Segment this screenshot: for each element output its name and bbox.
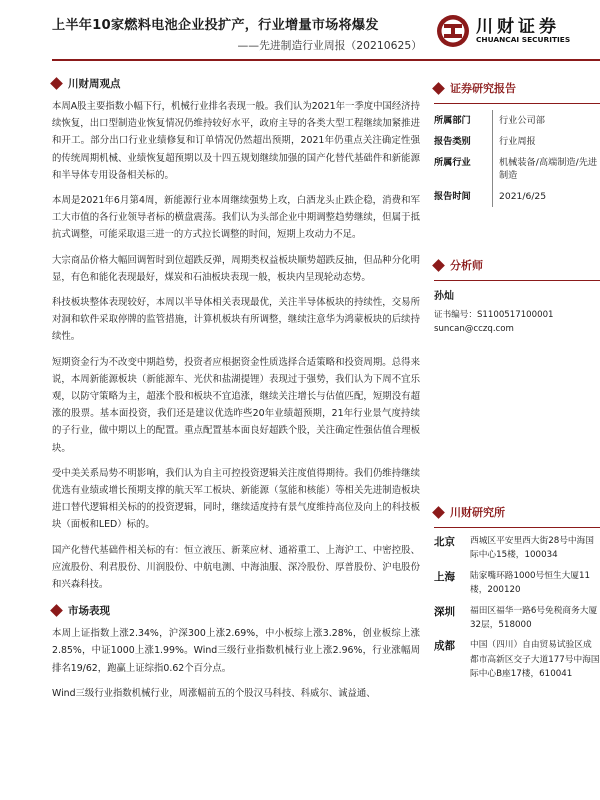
diamond-bullet-icon <box>432 506 445 519</box>
office-city: 北京 <box>434 536 455 548</box>
company-logo <box>436 12 596 52</box>
sidebar-divider <box>434 280 600 281</box>
sidebar-title: 证券研究报告 <box>450 82 516 95</box>
office-entry <box>434 638 600 681</box>
info-value: 机械装备/高端制造/先进制造 <box>493 152 600 186</box>
info-key: 报告时间 <box>434 191 471 202</box>
info-row <box>434 152 600 186</box>
diamond-bullet-icon <box>432 82 445 95</box>
office-address: 西城区平安里西大街28号中海国际中心15楼，100034 <box>470 536 594 561</box>
body-paragraph: 国产化替代基础件相关标的有：恒立液压、新莱应材、通裕重工、上海沪工、中密控股、应流股份、利君股份、川润股份、中航电测、中海油服、深冷股份、厚普股份、沪电股份和兴森科技。 <box>52 544 420 591</box>
body-paragraph: 本周上证指数上涨2.34%，沪深300上涨2.69%，中小板综上涨3.28%，创业板综上涨2.85%，中证1000上涨1.99%。Wind三级行业指数机械行业上涨2.96%，行业涨幅周排名19/62，跑赢上证综指0.62个百分点。 <box>52 628 420 674</box>
body-paragraph: 大宗商品价格大幅回调暂时到位超跌反弹，周期类权益板块顺势超跌反抽，但品种分化明显，有色和能化表现最好，煤炭和石油板块表现一般，板块内呈现轮动态势。 <box>52 254 420 283</box>
body-paragraph: 本周A股主要指数小幅下行，机械行业排名表现一般。我们认为2021年一季度中国经济持续恢复，出口型制造业恢复情况仍维持较好水平，政府主导的各类大型工程继续加紧推进和开工。部分出口行业业绩修复和订单情况仍然超出预期，2021年仍重点关注确定性强的传统周期机械、业绩恢复超预期以及十四五规划继续加强的国产化替代基础件和新能源和半导体专用设备相关标的。 <box>52 101 420 181</box>
office-city: 成都 <box>434 640 455 653</box>
office-address: 中国（四川）自由贸易试验区成都市高新区交子大道177号中海国际中心B座17楼，610041 <box>470 640 600 680</box>
diamond-bullet-icon <box>50 77 63 90</box>
office-entry <box>434 604 600 633</box>
report-title: 上半年10家燃料电池企业投扩产，行业增量市场将爆发 <box>52 18 379 33</box>
office-city: 上海 <box>434 570 455 583</box>
office-entry <box>434 569 600 598</box>
analyst-email[interactable]: suncan@cczq.com <box>434 324 514 334</box>
diamond-bullet-icon <box>432 259 445 272</box>
info-row <box>434 186 600 207</box>
sidebar-heading-institute <box>434 504 600 520</box>
header-divider <box>52 59 600 61</box>
sidebar-divider <box>434 103 600 104</box>
body-paragraph: 短期资金行为不改变中期趋势，投资者应根据资金性质选择合适策略和投资周期。总得来说，本周新能源板块（新能源车、光伏和盐湖提锂）表现过于强势，我们认为下周不宜乐观，以防守策略为主，超涨个股和板块不宜追涨，继续关注增长与估值匹配，短期没有超涨的股票。基本面投资，我们还是建议优选昨些20年业绩超预期，21年行业景气度持续的子行业，做中期以上的配置。重点配置基本面良好超跌个股，关注确定性强估值合理板块。 <box>52 356 420 454</box>
info-value: 行业公司部 <box>493 110 600 131</box>
info-key: 报告类别 <box>434 136 471 147</box>
body-paragraph: 受中美关系局势不明影响，我们认为自主可控投资逻辑关注度值得期待。我们仍维持继续优选有业绩或增长预期支撑的航天军工板块、新能源（氢能和核能）等相关先进制造板块进口替代逻辑相关标的的投资逻辑，同时，继续适度持有景气度维持高位及向上的科技板块（面板和LED）标的。 <box>52 467 420 531</box>
info-value: 行业周报 <box>493 131 600 152</box>
diamond-bullet-icon <box>50 604 63 617</box>
section-heading-market <box>52 603 420 618</box>
main-content <box>52 76 420 710</box>
analyst-cert: 证书编号：S1100517100001 <box>434 310 554 320</box>
info-row <box>434 131 600 152</box>
info-key: 所属部门 <box>434 115 471 126</box>
sidebar-heading-report <box>434 80 600 96</box>
report-subtitle: ——先进制造行业周报（20210625） <box>237 39 422 52</box>
section-title: 川财周观点 <box>68 78 121 90</box>
sidebar-divider <box>434 527 600 528</box>
section-title: 市场表现 <box>68 605 110 618</box>
sidebar-heading-analyst <box>434 257 600 273</box>
analyst-name: 孙灿 <box>434 291 454 302</box>
sidebar-title: 分析师 <box>450 259 483 272</box>
report-info-table <box>434 110 600 207</box>
section-heading-weekly-view <box>52 76 420 91</box>
logo-text-cn: 川财证券 <box>476 17 560 37</box>
sidebar <box>434 80 600 688</box>
sidebar-title: 川财研究所 <box>450 506 505 519</box>
office-address: 福田区福华一路6号免税商务大厦32层，518000 <box>470 605 598 631</box>
body-paragraph: Wind三级行业指数机械行业，周涨幅前五的个股汉马科技、科威尔、诚益通、 <box>52 687 376 699</box>
body-paragraph: 本周是2021年6月第4周，新能源行业本周继续强势上攻，白酒龙头止跌企稳，消费和军工大市值的各行业领导者标的横盘震荡。我们认为头部企业中期调整趋势继续，但属于抵抗式调整，可能采取退三进一的方式拉长调整的时间，短期上攻动力不足。 <box>52 195 420 241</box>
office-address: 陆家嘴环路1000号恒生大厦11楼，200120 <box>470 570 591 596</box>
office-city: 深圳 <box>434 605 455 618</box>
info-row <box>434 110 600 131</box>
chuancai-logo-icon <box>436 14 470 48</box>
office-entry <box>434 534 600 563</box>
info-key: 所属行业 <box>434 157 471 168</box>
logo-text-en: CHUANCAI SECURITIES <box>476 35 571 44</box>
body-paragraph: 科技板块整体表现较好，本周以半导体相关表现最优，关注半导体板块的持续性，交易所对洞和软件采取停牌的监管措施，计算机板块有所调整，继续注意华为鸿蒙板块的后续持续性。 <box>52 297 420 343</box>
info-value: 2021/6/25 <box>493 186 600 207</box>
